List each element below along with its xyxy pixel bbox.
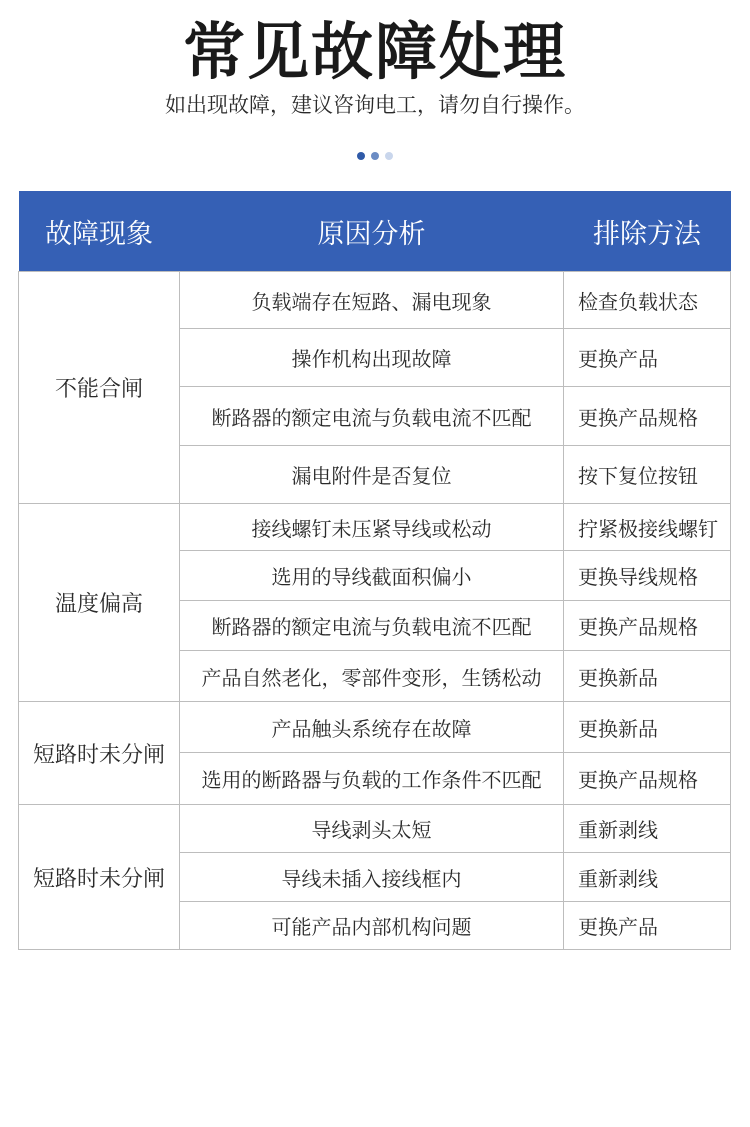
symptom-cell: 短路时未分闸 xyxy=(19,702,180,805)
cause-cell: 断路器的额定电流与负载电流不匹配 xyxy=(180,387,564,446)
cause-cell: 负载端存在短路、漏电现象 xyxy=(180,272,564,329)
indicator-dot-active xyxy=(357,152,365,160)
cause-cell: 选用的导线截面积偏小 xyxy=(180,551,564,601)
fix-cell: 更换产品 xyxy=(564,902,731,950)
cause-cell: 产品触头系统存在故障 xyxy=(180,702,564,753)
symptom-cell: 温度偏高 xyxy=(19,504,180,702)
symptom-cell: 短路时未分闸 xyxy=(19,805,180,950)
cause-cell: 导线未插入接线框内 xyxy=(180,853,564,902)
fault-table xyxy=(18,191,731,950)
indicator-dot xyxy=(385,152,393,160)
fix-cell: 更换产品规格 xyxy=(564,601,731,651)
carousel-indicator xyxy=(0,152,750,160)
fix-cell: 更换导线规格 xyxy=(564,551,731,601)
page-subtitle: 如出现故障，建议咨询电工，请勿自行操作。 xyxy=(165,93,585,117)
fix-cell: 更换新品 xyxy=(564,651,731,702)
cause-cell: 导线剥头太短 xyxy=(180,805,564,853)
symptom-cell: 不能合闸 xyxy=(19,272,180,504)
cause-cell: 断路器的额定电流与负载电流不匹配 xyxy=(180,601,564,651)
header-symptom: 故障现象 xyxy=(19,191,180,272)
fix-cell: 更换产品规格 xyxy=(564,753,731,805)
table-row xyxy=(19,805,731,853)
fix-cell: 更换产品规格 xyxy=(564,387,731,446)
fix-cell: 按下复位按钮 xyxy=(564,446,731,504)
cause-cell: 漏电附件是否复位 xyxy=(180,446,564,504)
cause-cell: 产品自然老化，零部件变形，生锈松动 xyxy=(180,651,564,702)
page-title: 常见故障处理 xyxy=(182,15,567,88)
cause-cell: 可能产品内部机构问题 xyxy=(180,902,564,950)
table-row xyxy=(19,702,731,753)
fix-cell: 重新剥线 xyxy=(564,853,731,902)
indicator-dot xyxy=(371,152,379,160)
fix-cell: 更换新品 xyxy=(564,702,731,753)
table-row xyxy=(19,272,731,329)
header-fix: 排除方法 xyxy=(564,191,731,272)
table-row xyxy=(19,504,731,551)
cause-cell: 操作机构出现故障 xyxy=(180,329,564,387)
header-cause: 原因分析 xyxy=(180,191,564,272)
fix-cell: 检查负载状态 xyxy=(564,272,731,329)
fix-cell: 重新剥线 xyxy=(564,805,731,853)
cause-cell: 选用的断路器与负载的工作条件不匹配 xyxy=(180,753,564,805)
cause-cell: 接线螺钉未压紧导线或松动 xyxy=(180,504,564,551)
fix-cell: 拧紧极接线螺钉 xyxy=(564,504,731,551)
fix-cell: 更换产品 xyxy=(564,329,731,387)
table-header-row xyxy=(19,191,731,272)
